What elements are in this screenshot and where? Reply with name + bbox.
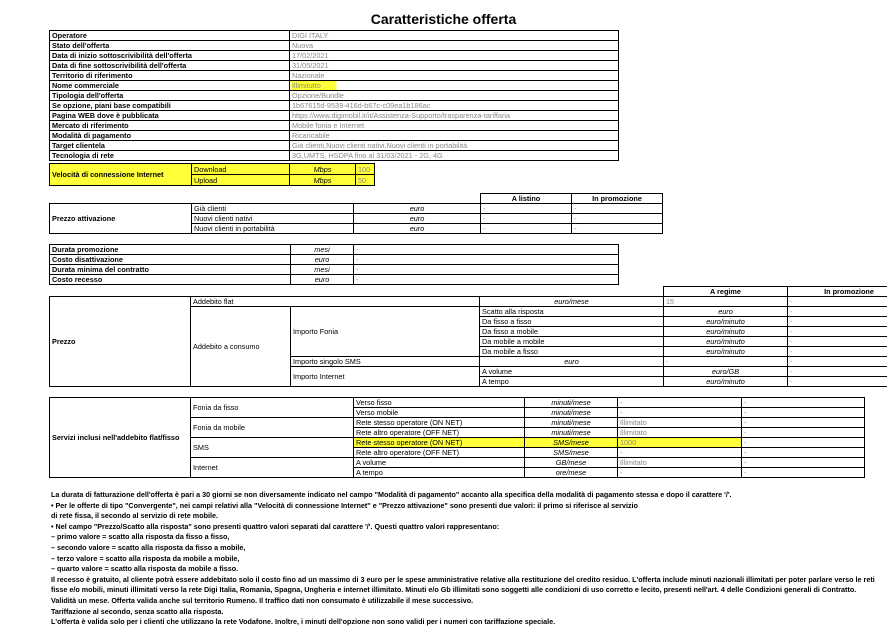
note-line: – quarto valore = scatto alla risposta da mobile a fisso. bbox=[51, 564, 863, 575]
service-row-promo: - bbox=[742, 458, 865, 468]
durations-table bbox=[49, 244, 619, 285]
service-row-label: Rete altro operatore (OFF NET) bbox=[354, 448, 525, 458]
duration-label: Durata promozione bbox=[50, 245, 291, 255]
fonia-row-unit: euro/minuto bbox=[664, 317, 788, 327]
service-row bbox=[50, 398, 865, 408]
price-header-promo: In promozione bbox=[788, 287, 887, 297]
service-row-regime: - bbox=[618, 398, 742, 408]
offer-row bbox=[50, 151, 619, 161]
service-row-unit: minuti/mese bbox=[525, 398, 618, 408]
activation-row-promo: - bbox=[572, 214, 663, 224]
service-row-regime: 1000 bbox=[618, 438, 742, 448]
note-line: • Per le offerte di tipo "Convergente", nei campi relativi alla "Velocità di connessione Internet" e "Prezzo attivazione" sono presenti due valori: il primo si riferisce al servizio bbox=[51, 501, 863, 512]
offer-info-table bbox=[49, 30, 619, 161]
duration-value: - bbox=[354, 265, 619, 275]
addebito-flat-label: Addebito flat bbox=[191, 297, 480, 307]
offer-row bbox=[50, 51, 619, 61]
offer-row bbox=[50, 101, 619, 111]
fonia-row-label: Scatto alla risposta bbox=[480, 307, 664, 317]
importo-fonia-label: Importo Fonia bbox=[291, 307, 480, 357]
duration-row bbox=[50, 255, 619, 265]
duration-value: - bbox=[354, 275, 619, 285]
service-row-label: Rete stesso operatore (ON NET) bbox=[354, 438, 525, 448]
offer-row-value: Già clienti,Nuovi clienti nativi,Nuovi clienti in portabilità bbox=[290, 141, 619, 151]
activation-row-list: - bbox=[481, 214, 572, 224]
addebito-flat-promo: - bbox=[788, 297, 887, 307]
service-row-unit: ore/mese bbox=[525, 468, 618, 478]
internet-price-unit: euro/GB bbox=[664, 367, 788, 377]
service-row-promo: - bbox=[742, 448, 865, 458]
note-line: – primo valore = scatto alla risposta da fisso a fisso, bbox=[51, 532, 863, 543]
duration-unit: euro bbox=[291, 255, 354, 265]
service-row-promo: - bbox=[742, 438, 865, 448]
offer-row-label: Pagina WEB dove è pubblicata bbox=[50, 111, 290, 121]
note-line: – terzo valore = scatto alla risposta da mobile a mobile, bbox=[51, 554, 863, 565]
internet-price-regime: - bbox=[788, 377, 887, 387]
duration-unit: mesi bbox=[291, 245, 354, 255]
services-label: Servizi inclusi nell'addebito flat/fisso bbox=[50, 398, 191, 478]
addebito-consumo-label: Addebito a consumo bbox=[191, 307, 291, 387]
offer-row-value: Mobile fonia e Internet bbox=[290, 121, 619, 131]
offer-row-value: Nuova bbox=[290, 41, 619, 51]
upload-value: 50 bbox=[356, 175, 375, 186]
offer-row bbox=[50, 31, 619, 41]
services-table bbox=[49, 397, 865, 478]
offer-row-label: Target clientela bbox=[50, 141, 290, 151]
speed-label: Velocità di connessione Internet bbox=[50, 164, 192, 186]
service-row-label: Verso mobile bbox=[354, 408, 525, 418]
fonia-row-label: Da mobile a mobile bbox=[480, 337, 664, 347]
activation-row-list: - bbox=[481, 224, 572, 234]
duration-label: Costo recesso bbox=[50, 275, 291, 285]
offer-row-label: Territorio di riferimento bbox=[50, 71, 290, 81]
note-line: L'offerta è valida solo per i clienti che utilizzano la rete Vodafone. Inoltre, i minuti dell'opzione non sono validi per i numeri con tariffazione speciale. bbox=[51, 617, 863, 628]
note-line: • Nel campo "Prezzo/Scatto alla risposta" sono presenti quattro valori separati dal carattere '/'. Questi quattro valori rappresentano: bbox=[51, 522, 863, 533]
addebito-flat-unit: euro/mese bbox=[480, 297, 664, 307]
offer-row-label: Tipologia dell'offerta bbox=[50, 91, 290, 101]
service-row-promo: - bbox=[742, 418, 865, 428]
download-value: 100 bbox=[356, 164, 375, 175]
offer-row bbox=[50, 121, 619, 131]
notes-section bbox=[51, 490, 863, 628]
offer-row bbox=[50, 91, 619, 101]
activation-row-label: Nuovi clienti nativi bbox=[192, 214, 354, 224]
offer-row-value: Illimitutto bbox=[290, 81, 619, 91]
duration-label: Durata minima del contratto bbox=[50, 265, 291, 275]
service-row-regime: Illimitato bbox=[618, 428, 742, 438]
service-row-regime: Illimitato bbox=[618, 418, 742, 428]
service-row-label: A tempo bbox=[354, 468, 525, 478]
activation-row-unit: euro bbox=[354, 224, 481, 234]
duration-unit: euro bbox=[291, 275, 354, 285]
offer-row-label: Data di inizio sottoscrivibilità dell'offerta bbox=[50, 51, 290, 61]
download-label: Download bbox=[192, 164, 290, 175]
offer-row bbox=[50, 141, 619, 151]
service-row-unit: minuti/mese bbox=[525, 428, 618, 438]
offer-row-value: 1b67615d-9539-416d-b67c-c09ea1b186ac bbox=[290, 101, 619, 111]
fonia-row-regime: - bbox=[788, 327, 887, 337]
offer-row-value: 17/02/2021 bbox=[290, 51, 619, 61]
activation-row-unit: euro bbox=[354, 214, 481, 224]
fonia-mobile-label: Fonia da mobile bbox=[191, 418, 354, 438]
service-row-promo: - bbox=[742, 408, 865, 418]
service-row-unit: minuti/mese bbox=[525, 408, 618, 418]
internet-service-label: Internet bbox=[191, 458, 354, 478]
service-row-regime: - bbox=[618, 448, 742, 458]
duration-label: Costo disattivazione bbox=[50, 255, 291, 265]
activation-row-promo: - bbox=[572, 204, 663, 214]
addebito-flat-regime: 15 bbox=[664, 297, 788, 307]
service-row-label: Verso fisso bbox=[354, 398, 525, 408]
note-line: Tariffazione al secondo, senza scatto alla risposta. bbox=[51, 607, 863, 618]
offer-row-label: Data di fine sottoscrivibilità dell'offerta bbox=[50, 61, 290, 71]
service-row-label: Rete altro operatore (OFF NET) bbox=[354, 428, 525, 438]
duration-row bbox=[50, 245, 619, 255]
offer-row-value: Ricaricabile bbox=[290, 131, 619, 141]
sms-service-label: SMS bbox=[191, 438, 354, 458]
offer-row-value: Opzione/Bundle bbox=[290, 91, 619, 101]
duration-value: - bbox=[354, 255, 619, 265]
internet-price-label: A tempo bbox=[480, 377, 664, 387]
offer-row bbox=[50, 41, 619, 51]
internet-price-unit: euro/minuto bbox=[664, 377, 788, 387]
service-row-unit: GB/mese bbox=[525, 458, 618, 468]
service-row-promo: - bbox=[742, 468, 865, 478]
service-row-unit: minuti/mese bbox=[525, 418, 618, 428]
activation-header-list: A listino bbox=[481, 194, 572, 204]
note-line: Il recesso è gratuito, al cliente potrà essere addebitato solo il costo fino ad un massimo di 3 euro per le spese amministrative relative alla restituzione del credito residuo. L'offerta include minuti nazionali illimitati per poter parlare verso le reti bbox=[51, 575, 863, 586]
service-row-unit: SMS/mese bbox=[525, 448, 618, 458]
price-table bbox=[49, 286, 887, 387]
sms-price-regime: - bbox=[664, 357, 788, 367]
price-label: Prezzo bbox=[50, 297, 191, 387]
duration-row bbox=[50, 265, 619, 275]
upload-label: Upload bbox=[192, 175, 290, 186]
offer-row-value: 31/05/2021 bbox=[290, 61, 619, 71]
activation-table bbox=[49, 193, 663, 234]
internet-price-regime: - bbox=[788, 367, 887, 377]
note-line: Validità un mese. Offerta valida anche sul territorio Rumeno. Il traffico dati non consumato è utilizzabile il mese successivo. bbox=[51, 596, 863, 607]
fonia-row-regime: - bbox=[788, 317, 887, 327]
offer-row-label: Nome commerciale bbox=[50, 81, 290, 91]
activation-row-promo: - bbox=[572, 224, 663, 234]
offer-row bbox=[50, 81, 619, 91]
fonia-row-regime: - bbox=[788, 337, 887, 347]
activation-row-label: Nuovi clienti in portabilità bbox=[192, 224, 354, 234]
offer-row-label: Mercato di riferimento bbox=[50, 121, 290, 131]
activation-row-unit: euro bbox=[354, 204, 481, 214]
fonia-row-label: Da mobile a fisso bbox=[480, 347, 664, 357]
fonia-row-regime: - bbox=[788, 347, 887, 357]
activation-row-list: - bbox=[481, 204, 572, 214]
download-unit: Mbps bbox=[290, 164, 356, 175]
page-title: Caratteristiche offerta bbox=[0, 11, 887, 27]
offer-row bbox=[50, 61, 619, 71]
service-row-unit: SMS/mese bbox=[525, 438, 618, 448]
note-line: fisse e/o mobili, minuti illimitati verso la rete Digi Italia, Romania, Spagna, Ungheria e internet illimitato. Minuti e/o Gb illimitati sono soggetti alle condizioni di uso corretto e lecito, presenti nell'art. 4 delle Condizioni generali di Contratto. bbox=[51, 585, 863, 596]
fonia-row-unit: euro/minuto bbox=[664, 337, 788, 347]
sms-price-promo: - bbox=[788, 357, 887, 367]
offer-row-label: Modalità di pagamento bbox=[50, 131, 290, 141]
service-row-label: A volume bbox=[354, 458, 525, 468]
fonia-row-label: Da fisso a fisso bbox=[480, 317, 664, 327]
offer-row-label: Operatore bbox=[50, 31, 290, 41]
internet-price-label: A volume bbox=[480, 367, 664, 377]
activation-header-promo: In promozione bbox=[572, 194, 663, 204]
offer-row bbox=[50, 71, 619, 81]
offer-row bbox=[50, 131, 619, 141]
service-row-label: Rete stesso operatore (ON NET) bbox=[354, 418, 525, 428]
fonia-row-label: Da fisso a mobile bbox=[480, 327, 664, 337]
service-row-promo: - bbox=[742, 398, 865, 408]
service-row-promo: - bbox=[742, 428, 865, 438]
activation-label: Prezzo attivazione bbox=[50, 204, 192, 234]
duration-unit: mesi bbox=[291, 265, 354, 275]
importo-internet-label: Importo Internet bbox=[291, 367, 480, 387]
offer-row-label: Se opzione, piani base compatibili bbox=[50, 101, 290, 111]
offer-row-value: 3G,UMTS, HSDPA fino al 31/03/2021 - 2G, 4G bbox=[290, 151, 619, 161]
fonia-row-regime: - bbox=[788, 307, 887, 317]
offer-row-value: Nazionale bbox=[290, 71, 619, 81]
offer-row-value: DIGI ITALY bbox=[290, 31, 619, 41]
offer-row-value: https://www.digimobil.it/it/Assistenza-Supporto/trasparenza-tariffaria bbox=[290, 111, 619, 121]
duration-row bbox=[50, 275, 619, 285]
service-row-regime: - bbox=[618, 468, 742, 478]
sms-price-label: Importo singolo SMS bbox=[291, 357, 480, 367]
offer-row-label: Tecnologia di rete bbox=[50, 151, 290, 161]
service-row-regime: - bbox=[618, 408, 742, 418]
activation-row-label: Già clienti bbox=[192, 204, 354, 214]
fonia-row-unit: euro/minuto bbox=[664, 327, 788, 337]
offer-row bbox=[50, 111, 619, 121]
offer-row-label: Stato dell'offerta bbox=[50, 41, 290, 51]
fonia-row-unit: euro bbox=[664, 307, 788, 317]
note-line: – secondo valore = scatto alla risposta da fisso a mobile, bbox=[51, 543, 863, 554]
upload-unit: Mbps bbox=[290, 175, 356, 186]
price-header-regime: A regime bbox=[664, 287, 788, 297]
price-row bbox=[50, 297, 887, 307]
note-line: La durata di fatturazione dell'offerta è pari a 30 giorni se non diversamente indicato nel campo "Modalità di pagamento" accanto alla specifica della modalità di pagamento stessa e dopo il carattere '/'. bbox=[51, 490, 863, 501]
fonia-fisso-label: Fonia da fisso bbox=[191, 398, 354, 418]
speed-table bbox=[49, 163, 619, 186]
duration-value: - bbox=[354, 245, 619, 255]
note-line: di rete fissa, il secondo al servizio di rete mobile. bbox=[51, 511, 863, 522]
activation-row bbox=[50, 204, 663, 214]
fonia-row-unit: euro/minuto bbox=[664, 347, 788, 357]
service-row-regime: Illimitato bbox=[618, 458, 742, 468]
sms-price-unit: euro bbox=[480, 357, 664, 367]
